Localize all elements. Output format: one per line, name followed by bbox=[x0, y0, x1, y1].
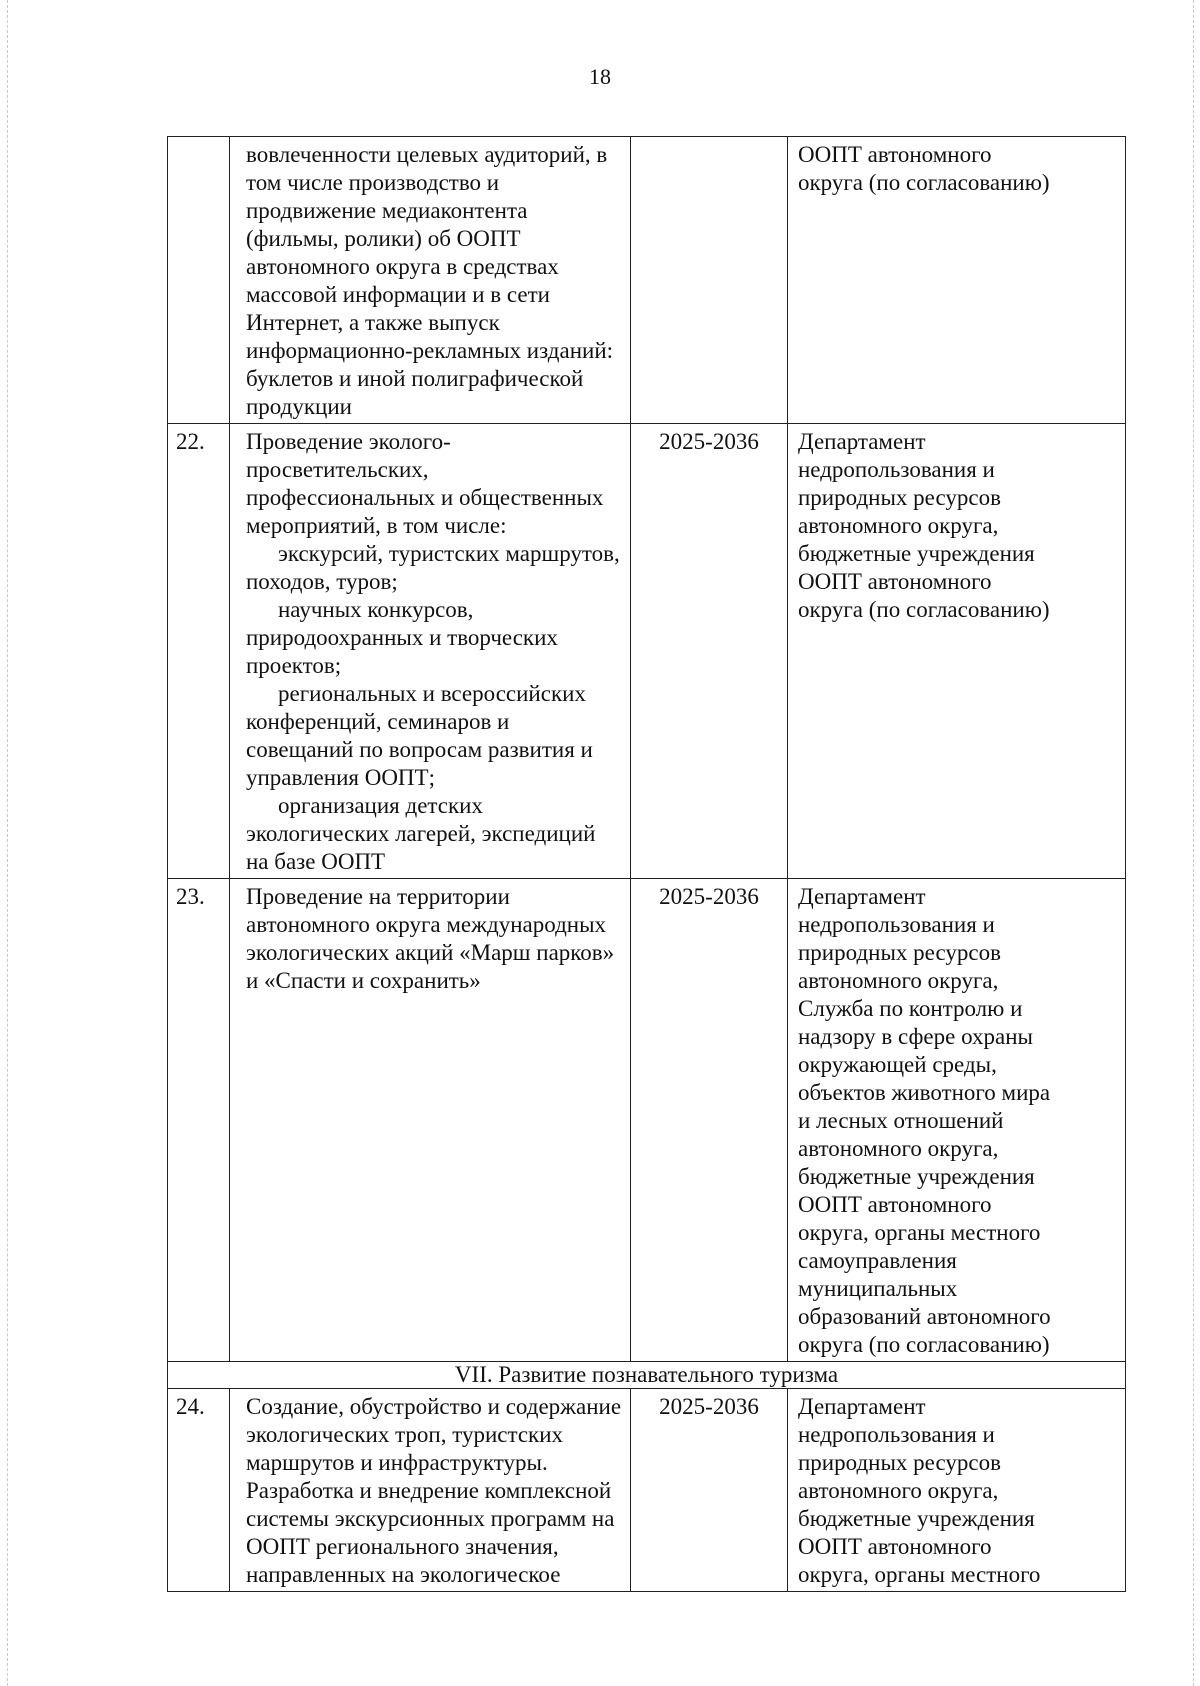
term-cell bbox=[631, 137, 788, 424]
row-number: 23. bbox=[168, 879, 230, 1362]
responsible-line: природных ресурсов bbox=[798, 1450, 1001, 1475]
responsible-line: объектов животного мира bbox=[798, 1080, 1051, 1105]
responsible-line: самоуправления bbox=[798, 1248, 957, 1273]
responsible-line: бюджетные учреждения bbox=[798, 1506, 1035, 1531]
responsible-line: округа, органы местного bbox=[798, 1220, 1041, 1245]
row-number: 22. bbox=[168, 424, 230, 879]
responsible-line: бюджетные учреждения bbox=[798, 541, 1035, 566]
responsible-line: природных ресурсов bbox=[798, 940, 1001, 965]
responsible-line: автономного округа, bbox=[798, 1478, 999, 1503]
table-row bbox=[168, 879, 1126, 1362]
page-number: 18 bbox=[589, 64, 611, 89]
responsible-line: окружающей среды, bbox=[798, 1052, 997, 1077]
responsible-line: Департамент bbox=[798, 884, 926, 909]
responsible-line: ООПТ автономного bbox=[798, 1192, 992, 1217]
activity-paragraph: Разработка и внедрение комплексной системы экскурсионных программ на ООПТ регионального значения, направленных на экологическое bbox=[246, 1478, 615, 1587]
term-cell: 2025-2036 bbox=[631, 424, 788, 879]
responsible-line: и лесных отношений bbox=[798, 1108, 1004, 1133]
responsible-line: Служба по контролю и bbox=[798, 996, 1023, 1021]
responsible-line: округа (по согласованию) bbox=[798, 597, 1050, 622]
row-number: 24. bbox=[168, 1389, 230, 1592]
responsible-line: автономного округа, bbox=[798, 1136, 999, 1161]
responsible-line: ООПТ автономного bbox=[798, 569, 992, 594]
section-header-row bbox=[168, 1362, 1126, 1389]
responsible-line: природных ресурсов bbox=[798, 485, 1001, 510]
responsible-line: округа, органы местного bbox=[798, 1562, 1041, 1587]
responsible-line: автономного округа, bbox=[798, 513, 999, 538]
responsible-line: Департамент bbox=[798, 1394, 926, 1419]
activity-paragraph: научных конкурсов, природоохранных и творческих проектов; bbox=[246, 597, 558, 678]
scan-edge-right bbox=[1193, 0, 1194, 1686]
responsible-line: Департамент bbox=[798, 429, 926, 454]
activity-paragraph: Проведение эколого-просветительских, профессиональных и общественных мероприятий, в том числе: bbox=[246, 429, 604, 538]
responsible-line: недропользования и bbox=[798, 912, 995, 937]
table-body bbox=[168, 137, 1126, 1592]
responsible-line: ООПТ автономного bbox=[798, 1534, 992, 1559]
responsible-cell bbox=[788, 424, 1126, 879]
responsible-cell bbox=[788, 1389, 1126, 1592]
activity-cell bbox=[230, 879, 631, 1362]
activity-paragraph: региональных и всероссийских конференций, семинаров и совещаний по вопросам развития и управления ООПТ; bbox=[246, 681, 593, 790]
responsible-cell bbox=[788, 879, 1126, 1362]
activity-paragraph: вовлеченности целевых аудиторий, в том числе производство и продвижение медиаконтента (фильмы, ролики) об ООПТ автономного округа в средствах массовой информации и в сети Интернет, а также выпуск информационно-рекламных изданий: буклетов и иной полиграфической продукции bbox=[246, 142, 614, 419]
table-row bbox=[168, 424, 1126, 879]
table-row bbox=[168, 1389, 1126, 1592]
responsible-line: недропользования и bbox=[798, 1422, 995, 1447]
activity-cell bbox=[230, 1389, 631, 1592]
section-title: VII. Развитие познавательного туризма bbox=[168, 1362, 1126, 1389]
responsible-line: недропользования и bbox=[798, 457, 995, 482]
row-number bbox=[168, 137, 230, 424]
term-cell: 2025-2036 bbox=[631, 1389, 788, 1592]
scan-edge-left bbox=[7, 0, 8, 1686]
responsible-line: бюджетные учреждения bbox=[798, 1164, 1035, 1189]
table-row bbox=[168, 137, 1126, 424]
responsible-line: образований автономного bbox=[798, 1304, 1051, 1329]
term-cell: 2025-2036 bbox=[631, 879, 788, 1362]
responsible-line: муниципальных bbox=[798, 1276, 958, 1301]
responsible-line: ООПТ автономного bbox=[798, 142, 992, 167]
responsible-line: автономного округа, bbox=[798, 968, 999, 993]
activity-paragraph: Создание, обустройство и содержание экологических троп, туристских маршрутов и инфраструктуры. bbox=[246, 1394, 622, 1475]
activities-table bbox=[167, 136, 1126, 1592]
responsible-cell bbox=[788, 137, 1126, 424]
responsible-line: округа (по согласованию) bbox=[798, 170, 1050, 195]
activity-paragraph: экскурсий, туристских маршрутов, походов, туров; bbox=[246, 541, 620, 594]
activity-cell bbox=[230, 424, 631, 879]
responsible-line: надзору в сфере охраны bbox=[798, 1024, 1033, 1049]
activity-paragraph: Проведение на территории автономного округа международных экологических акций «Марш парков» и «Спасти и сохранить» bbox=[246, 884, 615, 993]
activity-cell bbox=[230, 137, 631, 424]
responsible-line: округа (по согласованию) bbox=[798, 1332, 1050, 1357]
activity-paragraph: организация детских экологических лагерей, экспедиций на базе ООПТ bbox=[246, 793, 596, 874]
